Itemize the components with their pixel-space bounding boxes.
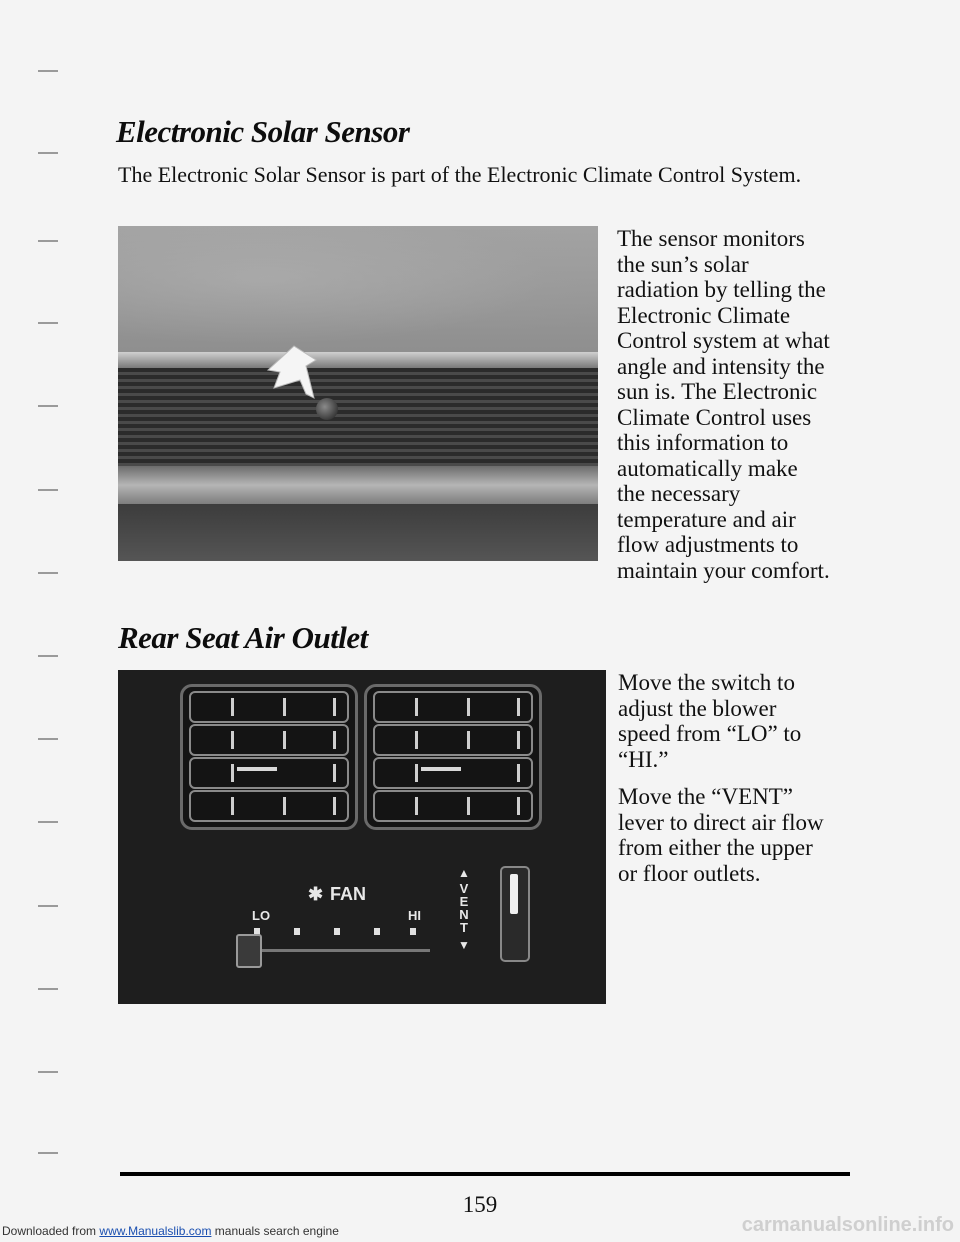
- margin-tick: [38, 655, 58, 657]
- margin-tick: [38, 821, 58, 823]
- blower-speed-switch[interactable]: [236, 934, 262, 968]
- margin-tick: [38, 1152, 58, 1154]
- margin-tick: [38, 70, 58, 72]
- down-arrow-icon: ▼: [458, 938, 470, 952]
- up-arrow-icon: ▲: [458, 866, 470, 880]
- fan-label: FAN: [330, 884, 366, 904]
- lo-label: LO: [252, 908, 271, 923]
- margin-tick: [38, 152, 58, 154]
- page-number: 159: [462, 1192, 498, 1217]
- margin-tick: [38, 405, 58, 407]
- vent-label: V E N T: [459, 881, 469, 935]
- speed-marker: [410, 928, 416, 935]
- download-credit: Downloaded from www.Manualslib.com manuals search engine: [2, 1224, 339, 1238]
- right-air-vent: [364, 684, 542, 830]
- rear-outlet-description-1: Move the switch to adjust the blower speed from “LO” to “HI.”: [618, 670, 802, 772]
- solar-sensor-photo: [118, 226, 598, 561]
- margin-tick: [38, 1071, 58, 1073]
- speed-marker: [374, 928, 380, 935]
- margin-tick: [38, 322, 58, 324]
- rear-air-outlet-photo: [118, 670, 606, 1004]
- section-heading-solar-sensor: Electronic Solar Sensor: [116, 114, 410, 149]
- margin-tick: [38, 905, 58, 907]
- margin-tick: [38, 240, 58, 242]
- fan-icon: ✱: [308, 884, 324, 904]
- intro-paragraph: The Electronic Solar Sensor is part of the Electronic Climate Control System.: [118, 162, 802, 187]
- blower-speed-track: [258, 949, 430, 952]
- footer-rule: [120, 1172, 850, 1176]
- margin-tick: [38, 489, 58, 491]
- speed-marker: [294, 928, 300, 935]
- pointer-arrow-icon: [254, 336, 324, 406]
- rear-outlet-description-2: Move the “VENT” lever to direct air flow from either the upper or floor outlets.: [618, 784, 824, 886]
- solar-sensor-description: The sensor monitors the sun’s solar radiation by telling the Electronic Climate Control system at what angle and intensity the sun is. The Electronic Climate Control uses this information to automatically make the necessary temperature and air flow adjustments to maintain your comfort.: [617, 226, 830, 583]
- hi-label: HI: [408, 908, 421, 923]
- margin-tick: [38, 738, 58, 740]
- vent-lever[interactable]: [500, 866, 530, 962]
- margin-tick: [38, 572, 58, 574]
- margin-tick: [38, 988, 58, 990]
- manualslib-link[interactable]: www.Manualslib.com: [99, 1224, 212, 1238]
- left-air-vent: [180, 684, 358, 830]
- section-heading-rear-air-outlet: Rear Seat Air Outlet: [118, 620, 368, 655]
- speed-marker: [334, 928, 340, 935]
- watermark: carmanualsonline.info: [741, 1214, 954, 1236]
